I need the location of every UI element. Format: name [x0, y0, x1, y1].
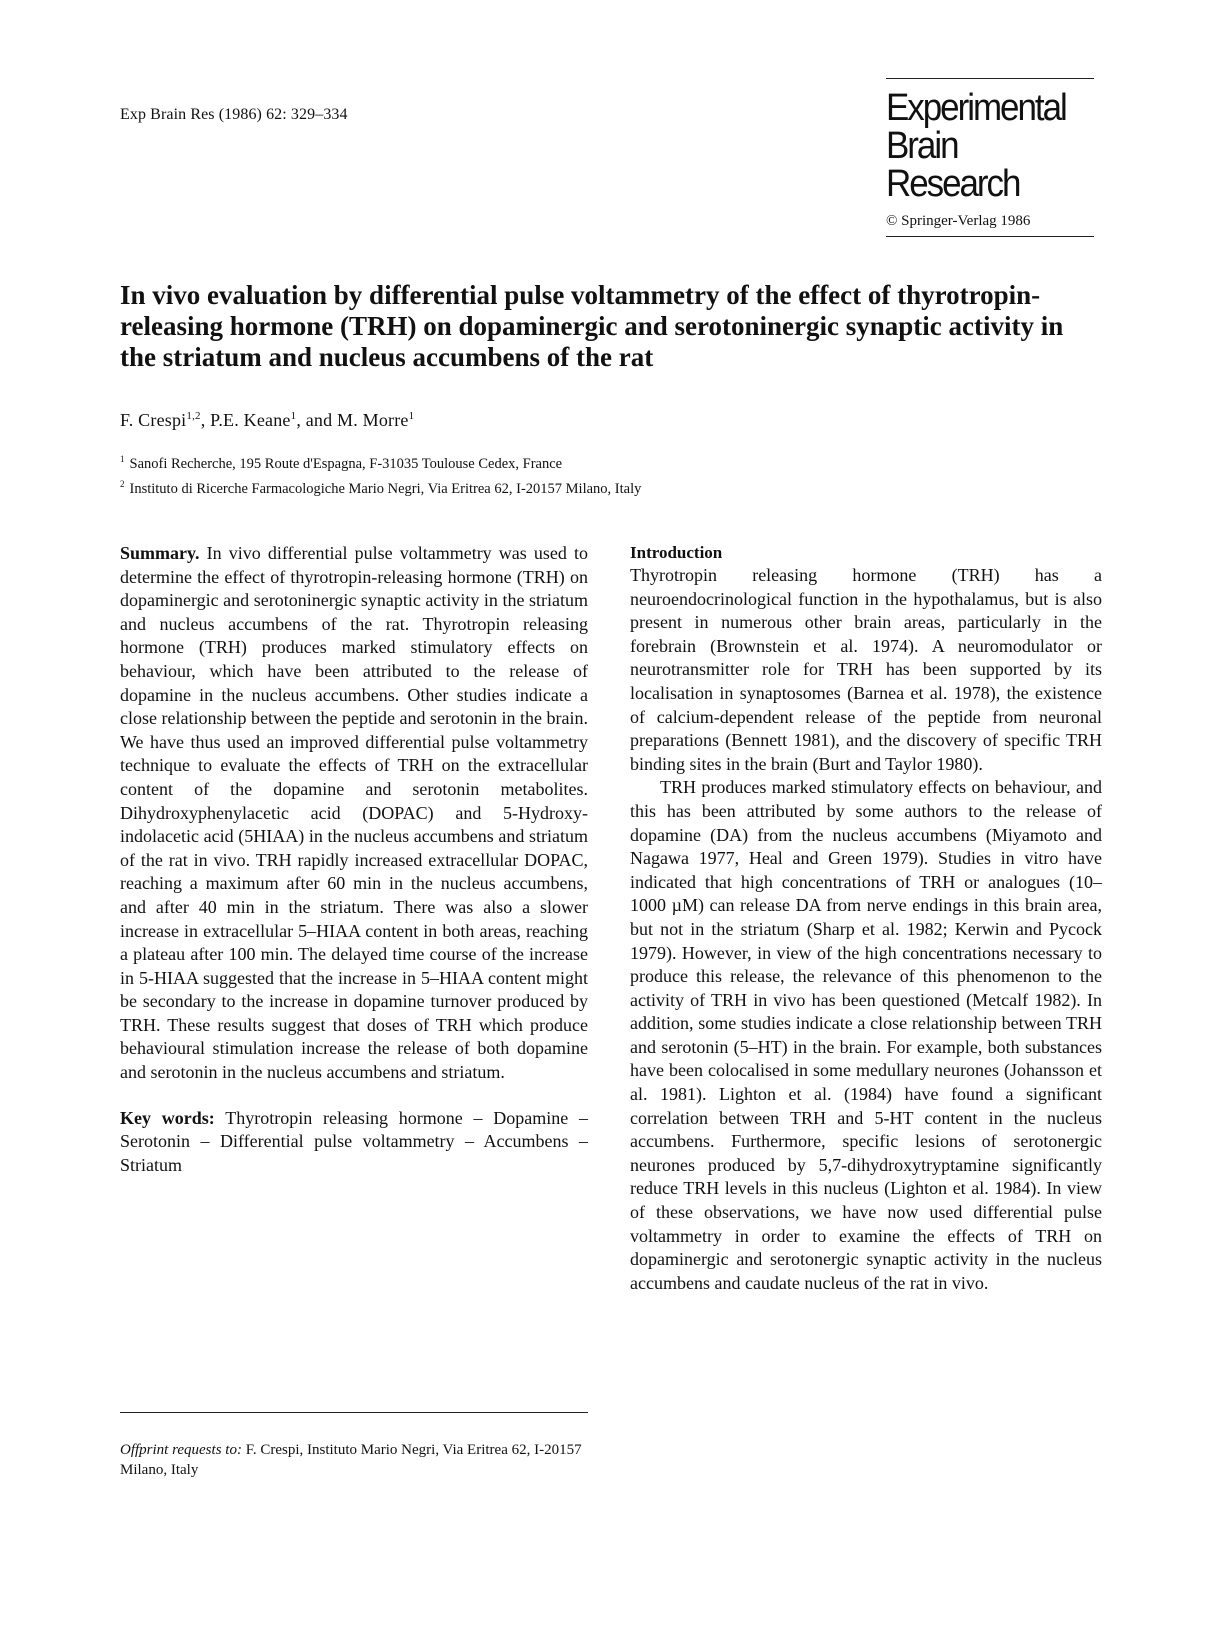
author-list: [120, 410, 414, 431]
keywords-label: Key words:: [120, 1107, 215, 1128]
summary-text: In vivo differential pulse voltammetry was used to determine the effect of thyrotropin-releasing hormone (TRH) on dopaminergic and serotoninergic synaptic activity in the striatum and nucleus accumbens of the rat. Thyrotropin releasing hormone (TRH) produces marked stimulatory effects on behaviour, which have been attributed to the release of dopamine in the nucleus accumbens. Other studies indicate a close relationship between the peptide and serotonin in the brain. We have thus used an improved differential pulse voltammetry technique to evaluate the effects of TRH on the extracellular content of the dopamine and serotonin metabolites. Dihydroxyphenylacetic acid (DOPAC) and 5-Hydroxy-indolacetic acid (5HIAA) in the nucleus accumbens and striatum of the rat in vivo. TRH rapidly increased extracellular DOPAC, reaching a maximum after 60 min in the nucleus accumbens, and after 40 min in the striatum. There was also a slower increase in extracellular 5–HIAA content in both areas, reaching a plateau after 100 min. The delayed time course of the increase in 5-HIAA suggested that the increase in 5–HIAA content might be secondary to the increase in dopamine turnover produced by TRH. These results suggest that doses of TRH which produce behavioural stimulation increase the release of both dopamine and serotonin in the nucleus accumbens and striatum.: [120, 543, 589, 1083]
journal-masthead: [886, 78, 1094, 237]
author-affil-mark: 1: [290, 410, 297, 422]
author-affil-mark: 1,2: [186, 410, 201, 422]
affiliation-number: 2: [120, 478, 125, 489]
footnote-text: F. Crespi, Instituto Mario Negri, Via Eritrea 62, I-20157 Milano, Italy: [120, 1442, 582, 1478]
author-name: P.E. Keane: [210, 410, 291, 430]
keywords-paragraph: [120, 1107, 588, 1178]
journal-citation: Exp Brain Res (1986) 62: 329–334: [120, 106, 348, 123]
affiliation-text: Sanofi Recherche, 195 Route d'Espagna, F-31035 Toulouse Cedex, France: [129, 455, 563, 472]
footnote-label: Offprint requests to:: [120, 1442, 242, 1458]
paper-title: In vivo evaluation by differential pulse voltammetry of the effect of thyrotropin-releasing hormone (TRH) on dopaminergic and serotoninergic synaptic activity in the striatum and nucleus accumbens of the rat: [120, 280, 1064, 372]
summary-label: Summary.: [120, 543, 200, 563]
journal-logo-line2: Brain Research: [886, 125, 1020, 205]
keywords-text: Thyrotropin releasing hormone – Dopamine – Serotonin – Differential pulse voltammetry – Accumbens – Striatum: [120, 1107, 588, 1175]
offprint-footnote: [120, 1440, 588, 1480]
summary-paragraph: [120, 542, 588, 1085]
author-affil-mark: 1: [408, 410, 415, 422]
author-name: F. Crespi: [120, 410, 187, 430]
author-name: M. Morre: [337, 410, 409, 430]
affiliation-item: [120, 474, 641, 499]
left-column: [120, 542, 588, 1177]
footnote-rule: [120, 1412, 588, 1413]
intro-paragraph: TRH produces marked stimulatory effects on behaviour, and this has been attributed by some authors to the release of dopamine (DA) from the nucleus accumbens (Miyamoto and Nagawa 1977, Heal and Green 1979). Studies in vitro have indicated that high concentrations of TRH or analogues (10–1000 µM) can release DA from nerve endings in this brain area, but not in the striatum (Sharp et al. 1982; Kerwin and Pycock 1979). However, in view of the high concentrations necessary to produce this release, the relevance of this phenomenon to the activity of TRH in vivo has been questioned (Metcalf 1982). In addition, some studies indicate a close relationship between TRH and serotonin (5–HT) in the brain. For example, both substances have been colocalised in some medullary neurones (Johansson et al. 1981). Lighton et al. (1984) have found a significant correlation between TRH and 5-HT content in the nucleus accumbens. Furthermore, specific lesions of serotonergic neurones produced by 5,7-dihydroxytryptamine significantly reduce TRH levels in this nucleus (Lighton et al. 1984). In view of these observations, we have now used differential pulse voltammetry in order to examine the effects of TRH on dopaminergic and serotonergic synaptic activity in the nucleus accumbens and caudate nucleus of the rat in vivo.: [630, 777, 1102, 1293]
intro-paragraph: Thyrotropin releasing hormone (TRH) has a neuroendocrinological function in the hypothalamus, but is also present in numerous other brain areas, particularly in the forebrain (Brownstein et al. 1974). A neuromodulator or neurotransmitter role for TRH has been supported by its localisation in synaptosomes (Barnea et al. 1978), the existence of calcium-dependent release of the peptide from neuronal preparations (Bennett 1981), and the discovery of specific TRH binding sites in the brain (Burt and Taylor 1980).: [630, 565, 1102, 774]
masthead-top-rule: [886, 78, 1094, 79]
affiliation-text: Instituto di Ricerche Farmacologiche Mario Negri, Via Eritrea 62, I-20157 Milano, Italy: [129, 480, 642, 497]
right-column: [630, 542, 1102, 1295]
section-heading-introduction: Introduction: [630, 543, 723, 562]
affiliation-item: [120, 449, 641, 474]
author-separator: , and: [296, 410, 338, 430]
copyright-notice: © Springer-Verlag 1986: [886, 213, 1094, 237]
affiliation-number: 1: [120, 454, 125, 464]
journal-logo: [886, 89, 1077, 203]
journal-logo-line1: Experimental: [886, 87, 1066, 129]
author-separator: ,: [200, 410, 211, 430]
affiliation-list: [120, 449, 641, 499]
